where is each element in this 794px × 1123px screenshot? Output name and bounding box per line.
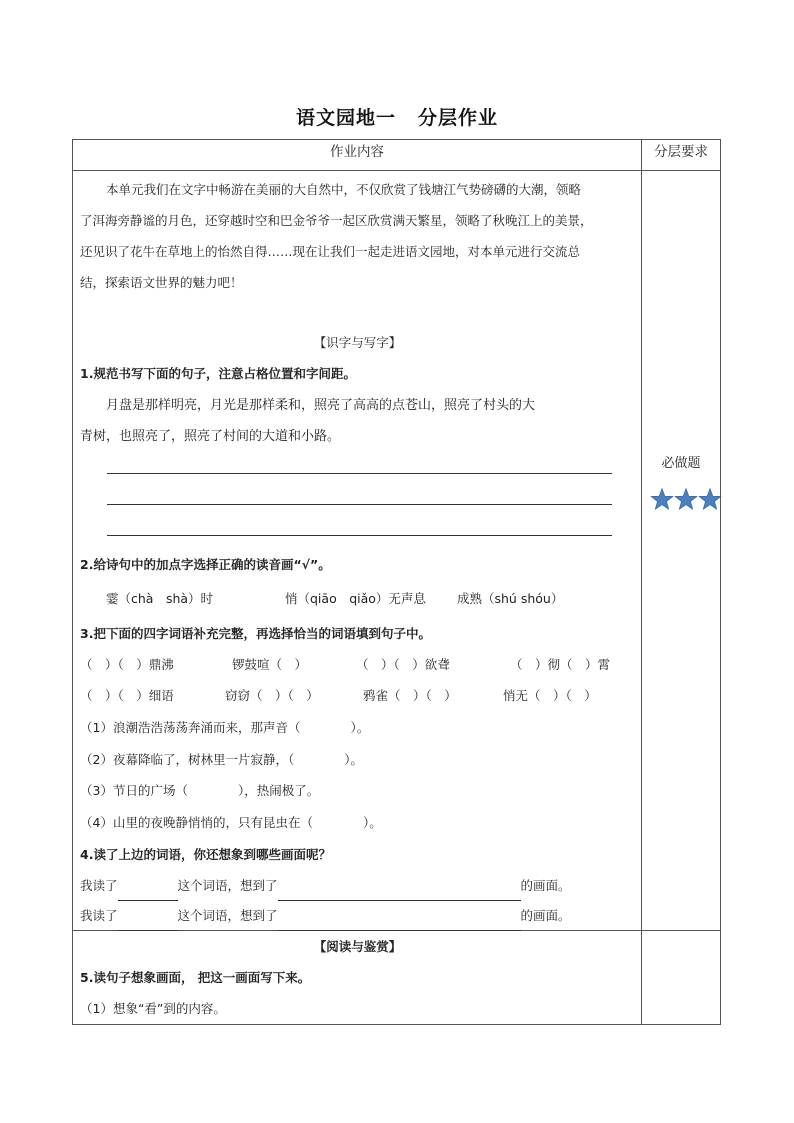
- q1-sentence-line2: 青树，也照亮了，照亮了村间的大道和小路。: [80, 429, 341, 444]
- q3-sentence-2: （2）夜幕降临了，树林里一片寂静，（ ）。: [80, 752, 363, 767]
- intro-paragraph: 本单元我们在文字中畅游在美丽的大自然中，不仅欣赏了钱塘江气势磅礴的大潮，领略: [106, 182, 582, 197]
- writing-line-3[interactable]: [107, 535, 612, 536]
- q3-sentence-3: （3）节日的广场（ ），热闹极了。: [80, 783, 320, 798]
- homework-table: [72, 139, 721, 1025]
- q2-item-2: 悄（qiāo qiǎo）无声息: [285, 591, 426, 606]
- q2-item-3: 成熟（shú shóu）: [457, 591, 564, 606]
- q4-answer-line-1: 我读了 这个词语，想到了 的画面。: [80, 870, 635, 901]
- page-title: [0, 103, 794, 130]
- section-title-reading: 【阅读与鉴赏】: [313, 939, 402, 954]
- star-icon: [675, 489, 697, 510]
- writing-line-2[interactable]: [107, 504, 612, 505]
- scene-blank[interactable]: [278, 884, 521, 901]
- word-blank[interactable]: [118, 884, 178, 901]
- required-label: 必做题: [661, 456, 701, 471]
- q1-title: 1.规范书写下面的句子，注意占格位置和字间距。: [80, 366, 356, 381]
- q3-sentence-4: （4）山里的夜晚静悄悄的，只有昆虫在（ ）。: [80, 815, 382, 830]
- reading-cell: [73, 931, 641, 1024]
- header-content: 作业内容: [73, 140, 642, 171]
- q5-sub1: （1）想象“看”到的内容。: [80, 1001, 226, 1016]
- star-icon: [699, 489, 721, 510]
- section-title-literacy: 【识字与写字】: [313, 335, 402, 350]
- title-main: 语文园地一: [295, 107, 396, 129]
- q3-sentence-1: （1）浪潮浩浩荡荡奔涌而来，那声音（ ）。: [80, 720, 370, 735]
- star-icon: [651, 489, 673, 510]
- word-blank[interactable]: [118, 914, 178, 931]
- requirement-cell-2: [642, 931, 721, 1025]
- q5-title: 5.读句子想象画面， 把这一画面写下来。: [80, 970, 311, 985]
- header-requirement: 分层要求: [642, 140, 721, 171]
- difficulty-stars: [650, 487, 722, 511]
- writing-line-1[interactable]: [107, 473, 612, 474]
- content-cell: 本单元我们在文字中畅游在美丽的大自然中，不仅欣赏了钱塘江气势磅礴的大潮，领略 了洱海旁静谧的月色，还穿越时空和巴金爷爷一起区欣赏满天繁星，领略了秋晚江上的美景， 还见识了花牛在草地上的怡然自得……现在让我们一起走进语文园地，对本单元进行交流总 结，探索语文世界的魅力吧！ 【识字与写字】 1.规范书写下面的句子，注意占格位置和字间距。 月盘是那样明亮，月光是那样柔和，照亮了高高的点苍山，照亮了村头的大 青树，也照亮了，照亮了村间的大道和小路。 2.给诗句中的加点字选择正确的读音画“√”。 霎（chà shà）时 悄（qiāo qiǎo）无声息 成熟（shú shóu） 3.把下面的四字词语补充完整，再选择恰当的词语填到句子中。 （ ）（ ）鼎沸 锣鼓喧（ ） （ ）（ ）欲聋 （ ）彻（ ）霄 （ ）（ ）细语 窃窃（ ）（ ） 鸦雀（ ）（ ） 悄无（ ）（ ） （1）浪潮浩浩荡荡奔涌而来，那声音（ ）。 （2）夜幕降临了，树林里一片寂静，（ ）。 （3）节日的广场（ ），热闹极了。 （4）山里的夜晚静悄悄的，只有昆虫在（ ）。 4.读了上边的词语，你还想象到哪些画面呢？ 我读了 这个词语，想到了 的画面。 我读了 这个词语，想到了 的画面。: [73, 171, 641, 930]
- q3-title: 3.把下面的四字词语补充完整，再选择恰当的词语填到句子中。: [80, 626, 431, 641]
- title-sub: 分层作业: [418, 107, 499, 129]
- q2-title: 2.给诗句中的加点字选择正确的读音画“√”。: [80, 557, 331, 572]
- q4-title: 4.读了上边的词语，你还想象到哪些画面呢？: [80, 847, 331, 862]
- requirement-cell: [642, 171, 720, 930]
- q4-answer-line-2: 我读了 这个词语，想到了 的画面。: [80, 900, 635, 931]
- q2-item-1: 霎（chà shà）时: [106, 591, 214, 606]
- q1-sentence-line1: 月盘是那样明亮，月光是那样柔和，照亮了高高的点苍山，照亮了村头的大: [106, 398, 536, 413]
- scene-blank[interactable]: [278, 914, 521, 931]
